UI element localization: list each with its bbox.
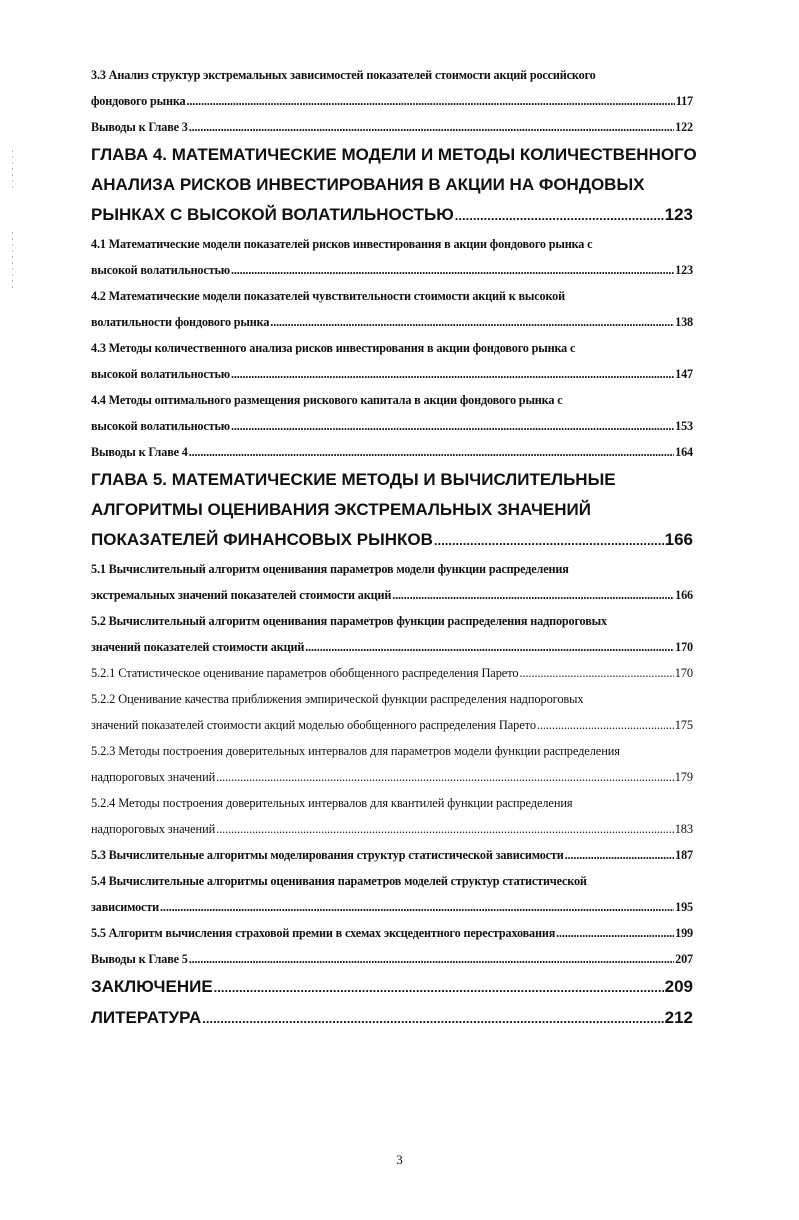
toc-entry-5-4[interactable] [91, 868, 693, 920]
toc-page-number: 175 [674, 718, 693, 732]
toc-entry-4-1[interactable] [91, 231, 693, 283]
leader-dots [160, 894, 674, 920]
leader-dots [231, 413, 674, 439]
toc-page-number: 183 [674, 822, 693, 836]
toc-entry-5-2-1[interactable] [91, 660, 693, 686]
toc-page-number: 170 [674, 666, 693, 680]
toc-page-number: 123 [675, 263, 693, 277]
toc-entry-4-4[interactable] [91, 387, 693, 439]
toc-page-number: 123 [664, 205, 693, 224]
leader-dots [537, 712, 674, 738]
toc-entry-title-cont: высокой волатильностью [91, 263, 230, 277]
toc-entry-title: 4.2 Математические модели показателей чувствительности стоимости акций к высокой [91, 289, 565, 303]
toc-page-number: 138 [675, 315, 693, 329]
toc-entry-title-cont: фондового рынка [91, 94, 186, 108]
toc-page-number: 166 [675, 588, 693, 602]
toc-entry-title: Выводы к Главе 5 [91, 952, 188, 966]
toc-page-number: 166 [664, 530, 693, 549]
toc-entry-title: 4.4 Методы оптимального размещения рискового капитала в акции фондового рынка с [91, 393, 563, 407]
leader-dots [519, 660, 673, 686]
scan-margin-mark [12, 232, 13, 292]
chapter-title-cont: ПОКАЗАТЕЛЕЙ ФИНАНСОВЫХ РЫНКОВ [91, 530, 433, 549]
table-of-contents [91, 62, 697, 1034]
leader-dots [455, 201, 664, 231]
toc-entry-title-cont: значений показателей стоимости акций [91, 640, 305, 654]
leader-dots [202, 1004, 663, 1034]
toc-page-number: 212 [664, 1008, 693, 1027]
toc-entry-3-3[interactable] [91, 62, 693, 114]
toc-page-number: 164 [675, 445, 693, 459]
toc-entry-title: ЛИТЕРАТУРА [91, 1008, 202, 1027]
toc-entry-5-1[interactable] [91, 556, 693, 608]
toc-entry-conclusion[interactable] [91, 972, 693, 1003]
leader-dots [214, 973, 664, 1003]
toc-page-number: 207 [675, 952, 693, 966]
leader-dots [231, 361, 674, 387]
scan-margin-mark [12, 150, 13, 190]
leader-dots [189, 114, 674, 140]
toc-entry-title: 5.2 Вычислительный алгоритм оценивания параметров функции распределения надпороговых [91, 614, 607, 628]
toc-entry-title: 5.2.4 Методы построения доверительных интервалов для квантилей функции распределения [91, 796, 573, 810]
toc-entry-title: 5.2.2 Оценивание качества приближения эмпирической функции распределения надпороговых [91, 692, 584, 706]
toc-entry-title-cont: зависимости [91, 900, 160, 914]
leader-dots [231, 257, 674, 283]
leader-dots [392, 582, 674, 608]
chapter-title-cont: АНАЛИЗА РИСКОВ ИНВЕСТИРОВАНИЯ В АКЦИИ НА ФОНДОВЫХ [91, 175, 645, 194]
toc-page-number: 179 [674, 770, 693, 784]
toc-entry-5-2-2[interactable] [91, 686, 693, 738]
toc-entry-title: 4.3 Методы количественного анализа рисков инвестирования в акции фондового рынка с [91, 341, 576, 355]
toc-page-number: 187 [675, 848, 693, 862]
toc-entry-conclusions-5[interactable] [91, 946, 693, 972]
toc-page-number: 209 [664, 977, 693, 996]
toc-entry-title-cont: высокой волатильностью [91, 419, 230, 433]
toc-entry-5-2-4[interactable] [91, 790, 693, 842]
page-number: 3 [396, 1152, 403, 1167]
toc-entry-conclusions-3[interactable] [91, 114, 693, 140]
chapter-title-cont: РЫНКАХ С ВЫСОКОЙ ВОЛАТИЛЬНОСТЬЮ [91, 205, 454, 224]
toc-chapter-4[interactable] [91, 140, 697, 231]
toc-page-number: 170 [675, 640, 693, 654]
toc-chapter-5[interactable] [91, 465, 693, 556]
chapter-title-cont: АЛГОРИТМЫ ОЦЕНИВАНИЯ ЭКСТРЕМАЛЬНЫХ ЗНАЧЕНИЙ [91, 500, 591, 519]
toc-entry-title: 5.5 Алгоритм вычисления страховой премии в схемах эксцедентного перестрахования [91, 926, 556, 940]
toc-entry-title: Выводы к Главе 4 [91, 445, 188, 459]
toc-page-number: 153 [675, 419, 693, 433]
toc-page-number: 117 [675, 94, 693, 108]
leader-dots [434, 526, 664, 556]
leader-dots [216, 764, 674, 790]
toc-entry-5-3[interactable] [91, 842, 693, 868]
toc-entry-5-5[interactable] [91, 920, 693, 946]
toc-entry-title: 4.1 Математические модели показателей рисков инвестирования в акции фондового рынка с [91, 237, 593, 251]
toc-entry-title-cont: экстремальных значений показателей стоимости акций [91, 588, 392, 602]
toc-entry-4-2[interactable] [91, 283, 693, 335]
toc-entry-title-cont: надпороговых значений [91, 822, 216, 836]
leader-dots [270, 309, 674, 335]
toc-entry-literature[interactable] [91, 1003, 693, 1034]
toc-entry-conclusions-4[interactable] [91, 439, 693, 465]
toc-entry-title-cont: надпороговых значений [91, 770, 216, 784]
toc-entry-title: 5.3 Вычислительные алгоритмы моделирования структур статистической зависимости [91, 848, 564, 862]
toc-page-number: 147 [675, 367, 693, 381]
leader-dots [556, 920, 674, 946]
toc-entry-title: 3.3 Анализ структур экстремальных зависимостей показателей стоимости акций российского [91, 68, 596, 82]
toc-entry-title: ЗАКЛЮЧЕНИЕ [91, 977, 213, 996]
toc-entry-5-2-3[interactable] [91, 738, 693, 790]
leader-dots [565, 842, 675, 868]
toc-entry-title: 5.2.3 Методы построения доверительных интервалов для параметров модели функции распределения [91, 744, 620, 758]
toc-entry-title-cont: волатильности фондового рынка [91, 315, 270, 329]
toc-page-number: 122 [675, 120, 693, 134]
chapter-title: ГЛАВА 4. МАТЕМАТИЧЕСКИЕ МОДЕЛИ И МЕТОДЫ КОЛИЧЕСТВЕННОГО [91, 145, 697, 164]
leader-dots [186, 88, 674, 114]
toc-entry-5-2[interactable] [91, 608, 693, 660]
toc-entry-title-cont: высокой волатильностью [91, 367, 230, 381]
toc-entry-title: 5.1 Вычислительный алгоритм оценивания параметров модели функции распределения [91, 562, 569, 576]
leader-dots [305, 634, 674, 660]
toc-entry-title: 5.2.1 Статистическое оценивание параметров обобщенного распределения Парето [91, 666, 519, 680]
toc-page-number: 199 [675, 926, 693, 940]
toc-entry-title-cont: значений показателей стоимости акций моделью обобщенного распределения Парето [91, 718, 536, 732]
leader-dots [189, 439, 674, 465]
leader-dots [189, 946, 674, 972]
toc-entry-4-3[interactable] [91, 335, 693, 387]
toc-entry-title: Выводы к Главе 3 [91, 120, 188, 134]
toc-page-number: 195 [675, 900, 693, 914]
leader-dots [216, 816, 674, 842]
chapter-title: ГЛАВА 5. МАТЕМАТИЧЕСКИЕ МЕТОДЫ И ВЫЧИСЛИТЕЛЬНЫЕ [91, 470, 616, 489]
toc-entry-title: 5.4 Вычислительные алгоритмы оценивания параметров моделей структур статистической [91, 874, 587, 888]
